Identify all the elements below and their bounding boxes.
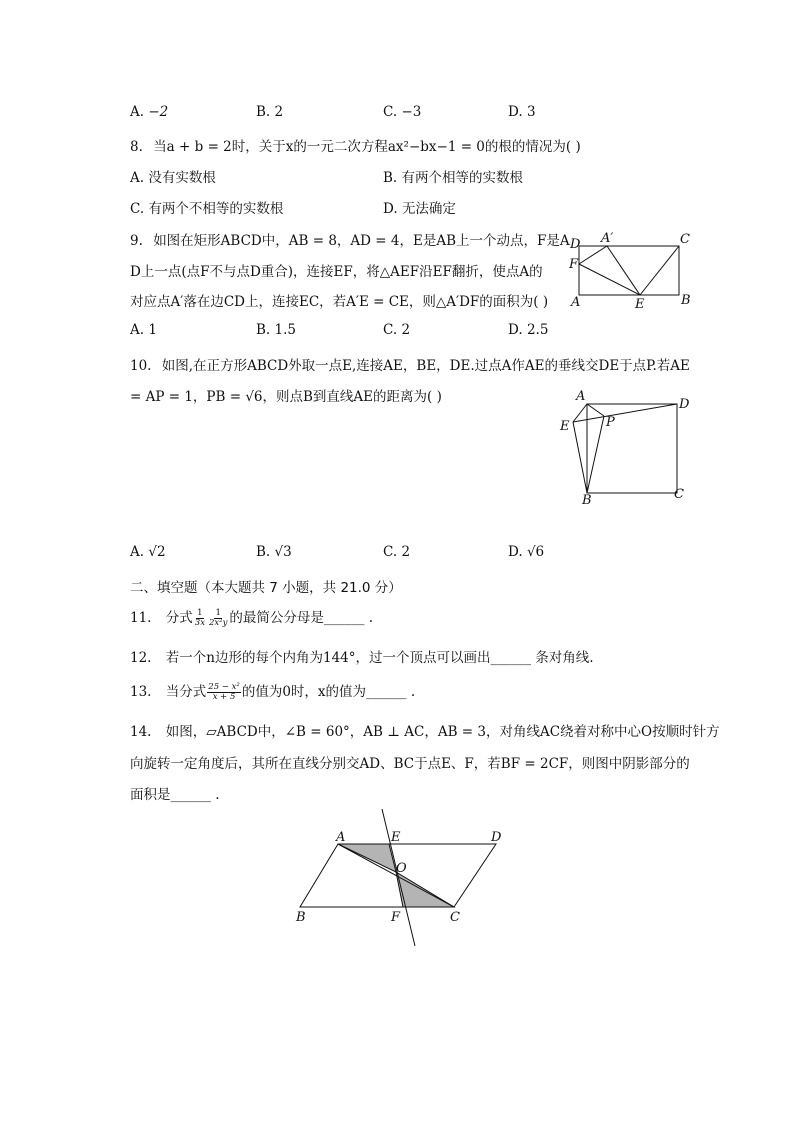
question-text: 若一个n边形的每个内角为144°，过一个顶点可以画出______ 条对角线. <box>165 650 594 666</box>
question-suffix: 的最简公分母是______ . <box>229 610 373 626</box>
label-c: C <box>450 910 460 925</box>
question-number: 9. <box>130 233 143 249</box>
fraction-denominator: x + 5 <box>212 692 236 702</box>
q10-option-b <box>256 544 292 560</box>
label-e: E <box>560 419 570 434</box>
q9-option-c <box>383 322 410 338</box>
option-text: 2 <box>401 322 411 338</box>
segment-ae <box>573 404 587 422</box>
q9-figure <box>562 228 698 312</box>
label-f: F <box>391 910 401 925</box>
option-text: 没有实数根 <box>148 170 216 186</box>
option-letter: A. <box>130 544 145 560</box>
question-prefix: 当分式 <box>165 684 207 700</box>
option-letter: A. <box>130 322 145 338</box>
question-text: 如图，▱ABCD中，∠B = 60°，AB ⊥ AC，AB = 3，对角线AC绕着对称中心O按顺时针方 <box>165 724 720 740</box>
q8-stem <box>130 135 581 155</box>
option-text: 无法确定 <box>401 201 456 217</box>
q10-figure <box>556 386 696 506</box>
option-text: √3 <box>274 544 292 560</box>
option-letter: A. <box>130 104 145 120</box>
option-text: 有两个不相等的实数根 <box>148 201 284 217</box>
fraction-numerator: 25 − x² <box>208 682 240 692</box>
q14-stem-line3: 面积是______ . <box>130 787 220 803</box>
segment-eb <box>573 422 587 493</box>
option-text: 有两个相等的实数根 <box>401 170 524 186</box>
label-a: A <box>336 830 346 845</box>
question-text: 如图,在正方形ABCD外取一点E,连接AE，BE，DE.过点A作AE的垂线交DE于点P.若AE <box>161 358 690 374</box>
option-letter: B. <box>256 322 271 338</box>
option-letter: A. <box>130 170 145 186</box>
question-prefix: 分式 <box>165 610 193 626</box>
fraction <box>207 683 241 702</box>
q7-option-b <box>256 104 283 120</box>
section-heading: 二、填空题（本大题共 7 小题，共 21.0 分） <box>130 580 402 596</box>
q10-option-a <box>130 544 166 560</box>
label-e: E <box>391 830 401 845</box>
label-a: A <box>576 389 586 404</box>
question-number: 13. <box>130 684 152 700</box>
fraction-1 <box>194 609 206 628</box>
option-text: 1.5 <box>274 322 296 338</box>
question-text: 如图在矩形ABCD中，AB = 8，AD = 4，E是AB上一个动点，F是A <box>153 233 570 249</box>
option-letter: D. <box>383 201 398 217</box>
question-number: 11. <box>130 610 152 626</box>
q8-option-c <box>130 197 283 217</box>
q11-stem <box>130 606 373 628</box>
q9-stem-line2: D上一点(点F不与点D重合)，连接EF，将△AEF沿EF翻折，使点A的 <box>130 264 543 280</box>
q8-option-b <box>383 166 523 186</box>
label-o: O <box>396 861 407 876</box>
q7-option-d <box>508 104 536 120</box>
segment-ap <box>587 404 604 416</box>
option-text: 2 <box>274 104 284 120</box>
option-letter: B. <box>256 544 271 560</box>
label-a-prime: A′ <box>601 231 614 246</box>
fraction-2 <box>208 609 228 628</box>
rectangle-abcd <box>579 246 679 295</box>
q7-option-a <box>130 104 168 120</box>
segment-a-prime-e <box>607 246 640 295</box>
option-letter: C. <box>383 104 398 120</box>
q10-stem-line2: = AP = 1，PB = √6，则点B到直线AE的距离为( ) <box>130 389 442 405</box>
label-c: C <box>674 487 684 502</box>
option-letter: C. <box>383 322 398 338</box>
question-number: 12. <box>130 650 152 666</box>
question-number: 10. <box>130 358 152 374</box>
q14-stem-line2: 向旋转一定角度后，其所在直线分别交AD、BC于点E、F，若BF = 2CF，则图中阴影部分的 <box>130 756 690 772</box>
label-e: E <box>635 297 645 312</box>
label-f: F <box>569 257 579 272</box>
option-text: 3 <box>526 104 536 120</box>
label-p: P <box>606 415 615 430</box>
question-suffix: 的值为0时，x的值为______ . <box>241 684 416 700</box>
label-b: B <box>296 910 306 925</box>
q12-stem <box>130 646 594 666</box>
q10-stem-line1 <box>130 354 690 374</box>
label-d: D <box>491 830 502 845</box>
label-d: D <box>679 397 690 412</box>
q9-stem-line3: 对应点A′落在边CD上，连接EC，若A′E = CE，则△A′DF的面积为( ) <box>130 294 549 310</box>
q8-option-a <box>130 166 216 186</box>
q9-option-a <box>130 322 157 338</box>
segment-ed <box>573 404 677 422</box>
q9-option-d <box>508 322 548 338</box>
segment-fa-prime <box>579 246 607 264</box>
q14-stem-line1 <box>130 720 720 740</box>
q8-option-d <box>383 197 456 217</box>
option-text: −3 <box>401 104 422 120</box>
q13-stem <box>130 680 415 702</box>
q14-figure <box>288 804 510 950</box>
fraction-denominator: 2x²y <box>208 618 228 628</box>
q10-option-c <box>383 544 410 560</box>
fraction-denominator: 3x <box>194 618 205 628</box>
option-text: 2 <box>401 544 411 560</box>
question-number: 14. <box>130 724 152 740</box>
label-b: B <box>681 293 691 308</box>
option-text: 2.5 <box>526 322 549 338</box>
label-b: B <box>582 493 592 506</box>
fraction-numerator: 1 <box>215 608 221 618</box>
option-text: −2 <box>148 104 169 120</box>
question-text: 当a + b = 2时，关于x的一元二次方程ax²−bx−1 = 0的根的情况为( ) <box>153 139 581 155</box>
segment-ec <box>640 246 679 295</box>
segment-fe <box>579 264 640 295</box>
option-text: 1 <box>148 322 157 338</box>
question-number: 8. <box>130 139 143 155</box>
option-letter: D. <box>508 544 523 560</box>
fraction-numerator: 1 <box>197 608 203 618</box>
option-letter: D. <box>508 104 523 120</box>
option-text: √2 <box>148 544 166 560</box>
option-letter: D. <box>508 322 523 338</box>
segment-pb <box>587 416 604 493</box>
label-c: C <box>680 232 690 247</box>
label-d: D <box>570 237 581 252</box>
label-a: A <box>571 295 581 310</box>
q9-option-b <box>256 322 296 338</box>
option-letter: B. <box>383 170 398 186</box>
option-letter: B. <box>256 104 271 120</box>
option-text: √6 <box>526 544 545 560</box>
q9-stem-line1 <box>130 229 570 249</box>
q7-option-c <box>383 104 421 120</box>
q10-option-d <box>508 544 544 560</box>
option-letter: C. <box>383 544 398 560</box>
option-letter: C. <box>130 201 145 217</box>
